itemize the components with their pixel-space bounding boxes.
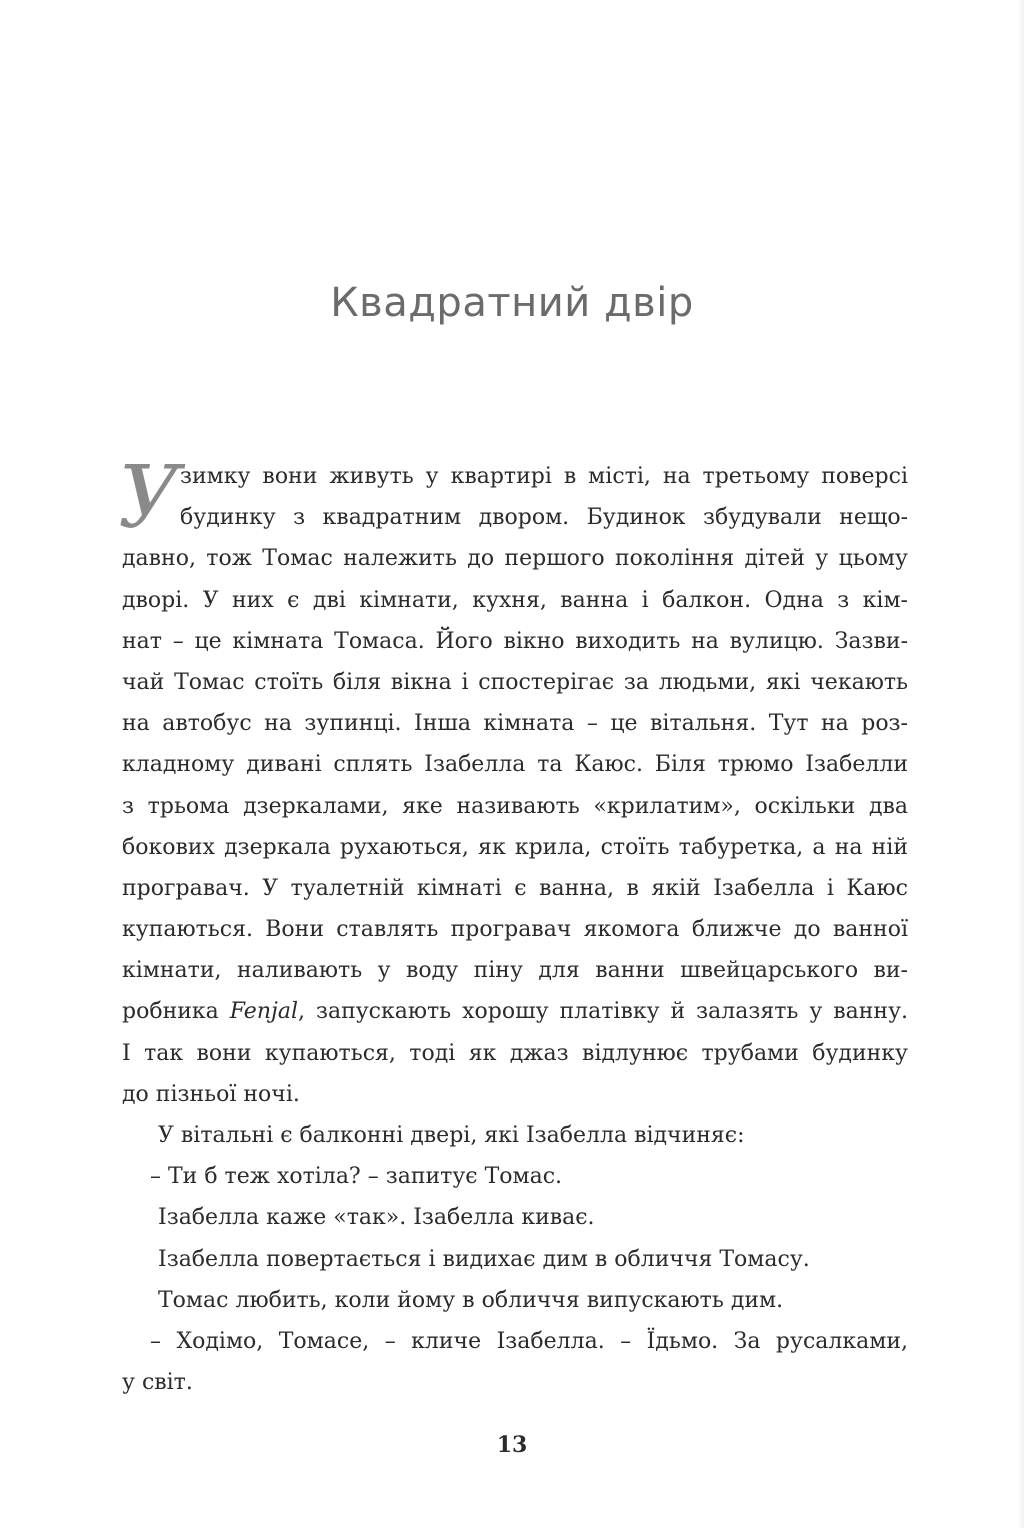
text-line: зимку вони живуть у квартирі в місті, на третьому поверсі <box>180 464 908 489</box>
text-line: дворі. У них є дві кімнати, кухня, ванна і балкон. Одна з кім- <box>122 587 908 613</box>
text-line: у світ. <box>122 1370 193 1396</box>
page-number: 13 <box>496 1432 528 1458</box>
text-line: Томас любить, коли йому в обличчя випускають дим. <box>158 1287 784 1313</box>
text-line: Ізабелла каже «так». Ізабелла киває. <box>158 1205 595 1231</box>
text-line: з трьома дзеркалами, яке називають «крилатим», оскільки два <box>122 793 908 819</box>
text-line: чай Томас стоїть біля вікна і спостерігає за людьми, які чекають <box>122 669 908 695</box>
chapter-body <box>118 448 908 1403</box>
text-line: програвач. У туалетній кімнаті є ванна, в якій Ізабелла і Каюс <box>122 875 908 901</box>
text-line: на автобус на зупинці. Інша кімната – це вітальня. Тут на роз- <box>122 711 908 737</box>
text-line-with-italic <box>122 991 908 1032</box>
chapter-title: Квадратний двір <box>330 280 694 326</box>
text-line: І так вони купаються, тоді як джаз відлунює трубами будинку <box>122 1040 908 1066</box>
text-line: кімнати, наливають у воду піну для ванни швейцарського ви- <box>122 958 908 984</box>
drop-cap: У <box>118 448 181 548</box>
dialogue-line: – Ходімо, Томасе, – кличе Ізабелла. – Їдьмо. За русалками, <box>150 1328 908 1354</box>
page-edge-shadow <box>1018 0 1024 1528</box>
text-line: будинку з квадратним двором. Будинок збудували нещо- <box>180 505 908 531</box>
text-line: нат – це кімната Томаса. Його вікно виходить на вулицю. Зазви- <box>122 628 908 654</box>
text-line: кладному дивані сплять Ізабелла та Каюс. Біля трюмо Ізабелли <box>122 752 908 778</box>
dialogue-line: – Ти б теж хотіла? – запитує Томас. <box>150 1164 563 1190</box>
text-line: Ізабелла повертається і видихає дим в обличчя Томасу. <box>158 1246 810 1272</box>
text-segment: , запускають хорошу платівку й залазять у ванну. <box>297 999 908 1025</box>
text-segment: робника <box>122 999 230 1025</box>
text-line: до пізньої ночі. <box>122 1081 300 1107</box>
text-line: купаються. Вони ставлять програвач якомога ближче до ванної <box>122 917 908 943</box>
text-line: давно, тож Томас належить до першого покоління дітей у цьому <box>122 546 908 572</box>
text-line: бокових дзеркала рухаються, як крила, стоїть табуретка, а на ній <box>122 834 908 860</box>
text-line: У вітальні є балконні двері, які Ізабелла відчиняє: <box>158 1123 745 1148</box>
brand-name-italic: Fenjal <box>229 999 298 1025</box>
